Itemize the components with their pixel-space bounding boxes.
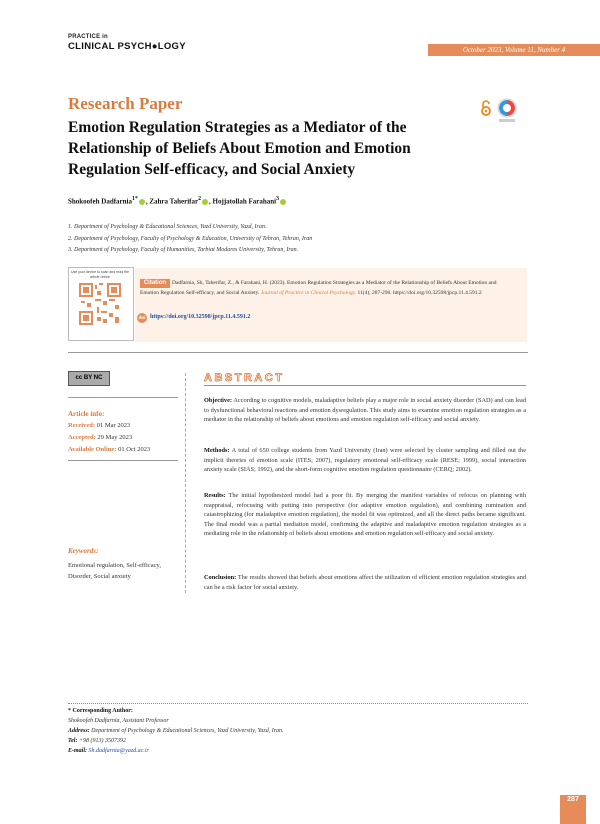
abstract-results [204, 491, 526, 539]
abstract-methods [204, 446, 526, 475]
affiliation: 1. Department of Psychology & Educational Sciences, Yazd University, Yazd, Iran. [68, 224, 267, 230]
author-name: Hojjatollah Farahani [212, 197, 277, 206]
doi-link[interactable]: https://doi.org/10.32598/jpcp.11.4.591.2 [150, 314, 251, 320]
results-text: The initial hypothesized model had a poor fit. By merging the manifest variables of refocus on planning with reappraisal, refocusing with putting into perspective (for adaptive emotion regulation), and combining rumination and catastrophizing (for maladaptive emotion regulation), the model fit was optimized, and all the direct paths became significant. The final model was a partial mediation model, confirming the adaptive and maladaptive emotion regulation strategies as a mediating role in the relationship of beliefs about emotions and emotion regulation self-efficacy and social anxiety. [204, 492, 526, 537]
article-title: Emotion Regulation Strategies as a Mediator of the Relationship of Beliefs About Emotion and Emotion Regulation Self-efficacy, and Social Anxiety [68, 119, 411, 178]
accepted-label: Accepted: [68, 434, 96, 441]
license-badge[interactable]: cc BY NC [68, 371, 110, 386]
issue-band [428, 44, 600, 56]
email-link[interactable]: Sh.dadfarnia@yazd.ac.ir [88, 748, 149, 754]
address-label: Address: [68, 728, 90, 734]
email-label: E-mail: [68, 748, 87, 754]
qr-caption: Use your device to scan and read the article online [71, 270, 129, 279]
conclusion-label: Conclusion: [204, 574, 237, 581]
divider [68, 460, 178, 461]
conclusion-text: The results showed that beliefs about emotions affect the utilization of efficient emotion regulation strategies and can be a risk factor for social anxiety. [204, 574, 526, 591]
objective-text: According to cognitive models, maladaptive beliefs play a major role in social anxiety disorder (SAD) and can lead to dysfunctional behavioral reactions and emotion dysregulation. This study aims to examine emotion regulation strategies as a mediator in the relationship of beliefs about emotions and emotion regulation self-efficacy and social anxiety. [204, 397, 526, 423]
orcid-icon[interactable] [202, 199, 208, 205]
journal-logo-top: PRACTICE in [68, 34, 108, 40]
citation-body: Dadfarnia, Sh, Taherifar, Z., & Farahani, H. (2023). Emotion Regulation Strategies as a Mediator of the Relationship of Beliefs About Emotion and Emotion Regulation Self-efficacy, and Social Anxiety. [140, 280, 497, 296]
author-list: Shokoofeh Dadfarnia$^{1*}$ , Zahra Taherifar$^2$ , Hojjatollah Farahani$^3$ [68, 196, 287, 205]
crossmark-icon[interactable] [496, 98, 518, 124]
methods-label: Methods: [204, 447, 230, 454]
footnote-rule [68, 703, 528, 704]
online-label: Available Online: [68, 446, 117, 453]
received-value: 01 Mar 2023 [96, 422, 131, 429]
corresponding-email [68, 748, 149, 754]
keywords-heading: Keywords: [68, 547, 99, 555]
corresponding-heading: * Corresponding Author: [68, 708, 133, 714]
article-info-heading: Article info: [68, 410, 105, 418]
author-sup: 2 [198, 196, 202, 202]
qr-code[interactable] [79, 283, 121, 325]
received-date [68, 422, 130, 429]
received-label: Received: [68, 422, 96, 429]
doi-icon: doi [137, 313, 147, 323]
divider [68, 397, 178, 398]
abstract-rule [204, 385, 526, 386]
abstract-objective [204, 396, 526, 425]
accepted-value: 29 May 2023 [97, 434, 133, 441]
affiliation: 3. Department of Psychology, Faculty of Humanities, Tarbiat Modares University, Tehran, Iran. [68, 247, 299, 253]
address-value: Department of Psychology & Educational Sciences, Yazd University, Yazd, Iran. [91, 728, 284, 734]
keywords-text: Emotional regulation, Self-efficacy, Disorder, Social anxiety [68, 562, 161, 580]
tel-label: Tel: [68, 738, 78, 744]
journal-logo: CLINICAL PSYCH●LOGY [68, 41, 186, 52]
citation-rest: 11(4), 287-296. https://doi.org/10.32598/jpcp.11.4.591.2 [357, 289, 482, 296]
article-type: Research Paper [68, 94, 183, 113]
divider [68, 352, 528, 353]
author-sup: 3 [276, 196, 280, 202]
corresponding-address [68, 728, 284, 734]
results-label: Results: [204, 492, 226, 499]
corresponding-name: Shokoofeh Dadfarnia, Assistant Professor [68, 718, 169, 724]
page-number: 287 [567, 796, 579, 803]
citation-label: Citation [140, 279, 170, 288]
citation-journal[interactable]: Journal of Practice in Clinical Psychology. [260, 289, 357, 296]
column-divider [185, 373, 186, 593]
online-value: 01 Oct 2023 [118, 446, 151, 453]
online-date [68, 446, 150, 453]
accepted-date [68, 434, 132, 441]
abstract-heading: ABSTRACT [204, 372, 285, 384]
corresponding-tel [68, 738, 126, 744]
issue-text: October 2023, Volume 11, Number 4 [462, 46, 566, 54]
methods-text: A total of 650 college students from Yazd University (Iran) were selected by cluster sampling and filled out the implicit theories of emotion scale (ITES; 2007), regulatory emotional self-efficacy scale (RESE; 1999), social interaction anxiety scale (SIAS; 1992), and the short-form cognitive emotion regulation questionnaire (CERQ; 2002). [204, 447, 526, 473]
author-name: Shokoofeh Dadfarnia [68, 197, 132, 206]
citation-text [140, 279, 515, 298]
author-sup: 1* [131, 196, 138, 202]
tel-value: +98 (913) 3507392 [78, 738, 126, 744]
objective-label: Objective: [204, 397, 232, 404]
orcid-icon[interactable] [139, 199, 145, 205]
abstract-conclusion [204, 573, 526, 592]
affiliation: 2. Department of Psychology, Faculty of Psychology & Education, University of Tehran, Tehran, Iran [68, 236, 313, 242]
orcid-icon[interactable] [280, 199, 286, 205]
author-name: Zahra Taherifar [149, 197, 199, 206]
open-access-icon [480, 100, 492, 116]
